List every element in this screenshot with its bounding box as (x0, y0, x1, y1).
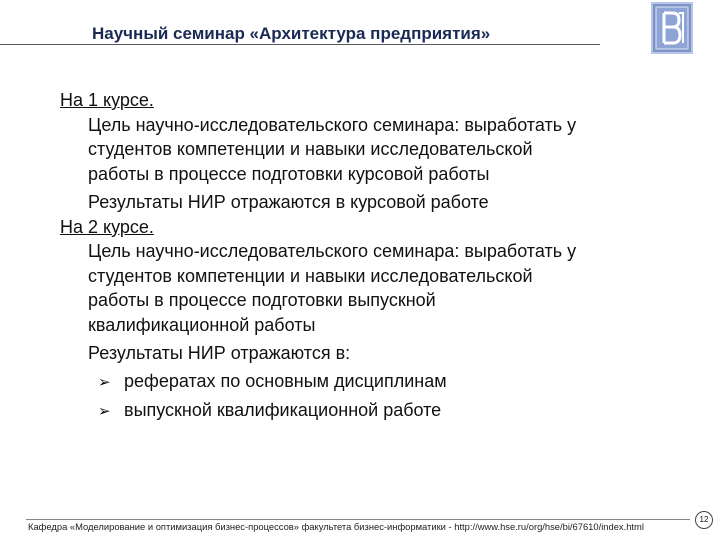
course2-result: Результаты НИР отражаются в: (88, 343, 351, 363)
course2-goal-line: квалификационной работы (88, 314, 316, 335)
slide-content (60, 88, 680, 425)
course2-goal-line: работы в процессе подготовки выпускной (88, 290, 436, 310)
list-item (60, 369, 680, 396)
list-item-text: выпускной квалификационной работе (124, 400, 442, 420)
course1-result: Результаты НИР отражаются в курсовой работе (88, 192, 489, 212)
arrowhead-bullet-icon: ➢ (98, 373, 111, 391)
page-number: 12 (695, 511, 713, 529)
course2-goal-line: студентов компетенции и навыки исследовательской (88, 265, 533, 286)
list-item-text: рефератах по основным дисциплинам (124, 370, 447, 391)
hse-logo-icon (651, 2, 693, 54)
course1-goal-line: студентов компетенции и навыки исследовательской (88, 139, 533, 159)
course2-goal-line: Цель научно-исследовательского семинара: выработать у (88, 241, 577, 261)
header-divider (0, 44, 600, 45)
footer-divider (26, 519, 690, 520)
footer-text: Кафедра «Моделирование и оптимизация бизнес-процессов» факультета бизнес-информатики - http://www.hse.ru/org/hse/bi/67610/index.html (28, 521, 644, 532)
arrowhead-bullet-icon: ➢ (98, 403, 111, 420)
list-item (60, 398, 680, 425)
course1-goal-line: Цель научно-исследовательского семинара: выработать у (88, 114, 577, 135)
course1-goal-line: работы в процессе подготовки курсовой работы (88, 163, 490, 184)
page-title: Научный семинар «Архитектура предприятия» (92, 24, 491, 43)
course1-heading: На 1 курсе. (60, 90, 154, 110)
course2-heading: На 2 курсе. (60, 216, 154, 237)
